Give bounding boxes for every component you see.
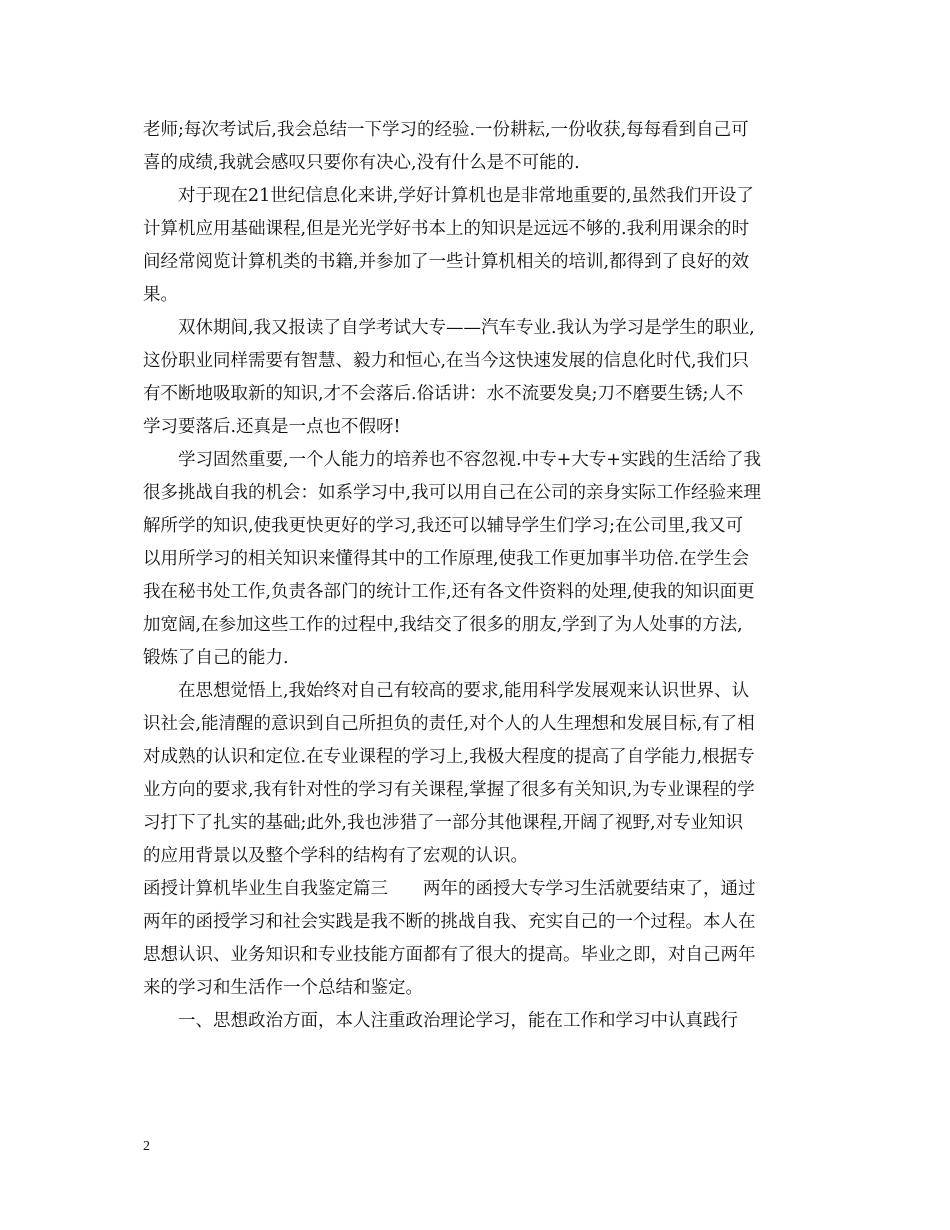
- text-line: 我在秘书处工作,负责各部门的统计工作,还有各文件资料的处理,使我的知识面更: [143, 582, 755, 602]
- text-line: 对于现在21世纪信息化来讲,学好计算机也是非常地重要的,虽然我们开设了: [178, 186, 754, 206]
- text-line: 学习固然重要,一个人能力的培养也不容忽视.中专+大专+实践的生活给了我: [178, 450, 761, 470]
- text-line: 老师;每次考试后,我会总结一下学习的经验.一份耕耘,一份收获,每每看到自己可: [143, 120, 749, 140]
- text-line: 两年的函授学习和社会实践是我不断的挑战自我、充实自己的一个过程。本人在: [143, 912, 756, 932]
- text-line: 来的学习和生活作一个总结和鉴定。: [143, 978, 423, 998]
- text-line: 计算机应用基础课程,但是光光学好书本上的知识是远远不够的.我利用课余的时: [143, 219, 750, 239]
- text-line: 的应用背景以及整个学科的结构有了宏观的认识。: [143, 846, 528, 866]
- text-line: 学习要落后.还真是一点也不假呀!: [143, 417, 401, 437]
- text-line: 以用所学习的相关知识来懂得其中的工作原理,使我工作更加事半功倍.在学生会: [143, 549, 750, 569]
- text-line: 间经常阅览计算机类的书籍,并参加了一些计算机相关的培训,都得到了良好的效: [143, 252, 750, 272]
- page-number: 2: [143, 1139, 150, 1154]
- text-line: 习打下了扎实的基础;此外,我也涉猎了一部分其他课程,开阔了视野,对专业知识: [143, 813, 744, 833]
- text-line: 喜的成绩,我就会感叹只要你有决心,没有什么是不可能的.: [143, 153, 580, 173]
- document-body: [143, 114, 811, 1038]
- section-heading-line: 函授计算机毕业生自我鉴定篇三 两年的函授大专学习生活就要结束了，通过: [143, 879, 756, 899]
- text-line: 这份职业同样需要有智慧、毅力和恒心,在当今这快速发展的信息化时代,我们只: [143, 351, 750, 371]
- text-line: 对成熟的认识和定位.在专业课程的学习上,我极大程度的提高了自学能力,根据专: [143, 747, 755, 767]
- text-line: 业方向的要求,我有针对性的学习有关课程,掌握了很多有关知识,为专业课程的学: [143, 780, 755, 800]
- text-line: 锻炼了自己的能力.: [143, 648, 289, 668]
- text-line: 一、思想政治方面，本人注重政治理论学习，能在工作和学习中认真践行: [178, 1011, 738, 1031]
- text-line: 加宽阔,在参加这些工作的过程中,我结交了很多的朋友,学到了为人处事的方法,: [143, 615, 743, 635]
- text-line: 很多挑战自我的机会：如系学习中,我可以用自己在公司的亲身实际工作经验来理: [143, 483, 762, 503]
- text-line: 识社会,能清醒的意识到自己所担负的责任,对个人的人生理想和发展目标,有了相: [143, 714, 755, 734]
- text-line: 双休期间,我又报读了自学考试大专——汽车专业.我认为学习是学生的职业,: [178, 318, 755, 338]
- text-line: 解所学的知识,使我更快更好的学习,我还可以辅导学生们学习;在公司里,我又可: [143, 516, 744, 536]
- text-line: 思想认识、业务知识和专业技能方面都有了很大的提高。毕业之即，对自己两年: [143, 945, 756, 965]
- text-line: 果。: [143, 285, 178, 305]
- text-line: 有不断地吸取新的知识,才不会落后.俗话讲：水不流要发臭;刀不磨要生锈;人不: [143, 384, 744, 404]
- text-line: 在思想觉悟上,我始终对自己有较高的要求,能用科学发展观来认识世界、认: [178, 681, 750, 701]
